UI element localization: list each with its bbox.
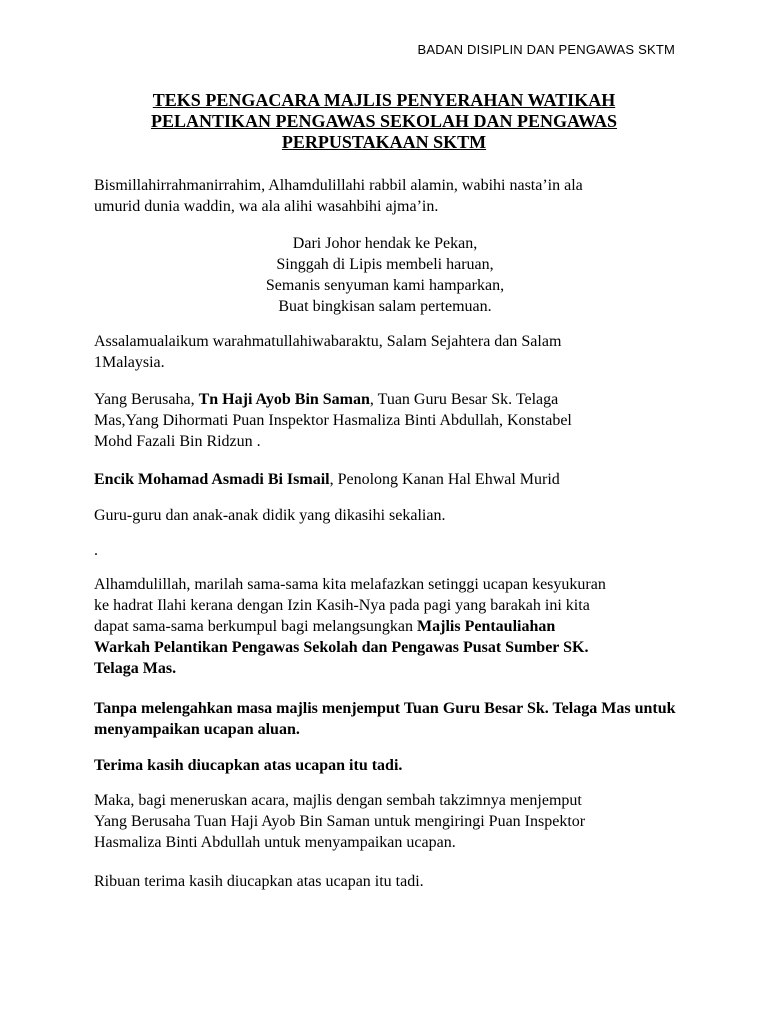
- pantun-line-4: Buat bingkisan salam pertemuan.: [278, 298, 492, 315]
- salutation-line-2: Mas,Yang Dihormati Puan Inspektor Hasmaliza Binti Abdullah, Konstabel: [94, 412, 572, 429]
- gratitude-line-4-bold: Warkah Pelantikan Pengawas Sekolah dan Pengawas Pusat Sumber SK.: [94, 639, 589, 656]
- greeting-paragraph: [94, 331, 676, 373]
- penolong-rest: , Penolong Kanan Hal Ehwal Murid: [329, 471, 560, 488]
- gratitude-line-1: Alhamdulillah, marilah sama-sama kita melafazkan setinggi ucapan kesyukuran: [94, 576, 606, 593]
- opening-paragraph: [94, 175, 676, 217]
- running-header: BADAN DISIPLIN DAN PENGAWAS SKTM: [417, 42, 675, 57]
- gratitude-line-3: [94, 616, 676, 637]
- continue-line-2: Yang Berusaha Tuan Haji Ayob Bin Saman untuk mengiringi Puan Inspektor: [94, 813, 586, 830]
- penolong-paragraph: [94, 469, 676, 490]
- salutation-paragraph: [94, 389, 676, 452]
- gratitude-line-5: [94, 658, 676, 679]
- thanks-line-1: Terima kasih diucapkan atas ucapan itu tadi.: [94, 757, 403, 774]
- opening-line-1: Bismillahirrahmanirrahim, Alhamdulillahi rabbil alamin, wabihi nasta’in ala: [94, 177, 583, 194]
- continue-line-3: Hasmaliza Binti Abdullah untuk menyampaikan ucapan.: [94, 834, 456, 851]
- pantun-line-1: Dari Johor hendak ke Pekan,: [292, 235, 478, 252]
- greeting-line-1: Assalamualaikum warahmatullahiwabaraktu, Salam Sejahtera dan Salam: [94, 333, 562, 350]
- pantun-verse: [94, 233, 676, 317]
- salutation-prefix: Yang Berusaha,: [94, 391, 199, 408]
- penolong-name: Encik Mohamad Asmadi Bi Ismail: [94, 471, 330, 488]
- document-title: [95, 90, 673, 153]
- title-line-1: TEKS PENGACARA MAJLIS PENYERAHAN WATIKAH: [152, 90, 616, 110]
- pantun-line-2: Singgah di Lipis membeli haruan,: [276, 256, 494, 273]
- opening-line-2: umurid dunia waddin, wa ala alihi wasahbihi ajma’in.: [94, 198, 439, 215]
- penolong-line: [94, 469, 676, 490]
- dot-paragraph: [94, 540, 676, 561]
- thanks-line-2: Ribuan terima kasih diucapkan atas ucapan itu tadi.: [94, 873, 424, 890]
- thanks-paragraph-2: [94, 871, 676, 892]
- thanks-paragraph-1: [94, 755, 676, 776]
- invite-line-1: Tanpa melengahkan masa majlis menjemput Tuan Guru Besar Sk. Telaga: [94, 700, 598, 717]
- gratitude-line-3-bold: Majlis Pentauliahan: [417, 618, 556, 635]
- invite-paragraph: [94, 698, 676, 740]
- gratitude-paragraph: [94, 574, 676, 679]
- salutation-line-1: [94, 389, 676, 410]
- salutation-line-1-rest: , Tuan Guru Besar Sk. Telaga: [369, 391, 559, 408]
- greeting-line-2: 1Malaysia.: [94, 354, 165, 371]
- guru-besar-name: Tn Haji Ayob Bin Saman: [198, 391, 370, 408]
- gratitude-line-3-plain: dapat sama-sama berkumpul bagi melangsungkan: [94, 618, 418, 635]
- title-line-3: PERPUSTAKAAN SKTM: [281, 132, 487, 152]
- salutation-line-3: Mohd Fazali Bin Ridzun .: [94, 433, 261, 450]
- invite-line-2: Mas untuk menyampaikan ucapan aluan.: [94, 700, 676, 738]
- teachers-line: Guru-guru dan anak-anak didik yang dikasihi sekalian.: [94, 507, 446, 524]
- gratitude-line-4: [94, 637, 676, 658]
- title-line-2: PELANTIKAN PENGAWAS SEKOLAH DAN PENGAWAS: [150, 111, 618, 131]
- pantun-line-3: Semanis senyuman kami hamparkan,: [265, 277, 505, 294]
- gratitude-line-2: ke hadrat Ilahi kerana dengan Izin Kasih-Nya pada pagi yang barakah ini kita: [94, 597, 590, 614]
- continue-paragraph: [94, 790, 676, 853]
- continue-line-1: Maka, bagi meneruskan acara, majlis dengan sembah takzimnya menjemput: [94, 792, 582, 809]
- gratitude-line-5-bold: Telaga Mas.: [94, 660, 177, 677]
- dot-line: .: [94, 542, 98, 559]
- teachers-paragraph: [94, 505, 676, 526]
